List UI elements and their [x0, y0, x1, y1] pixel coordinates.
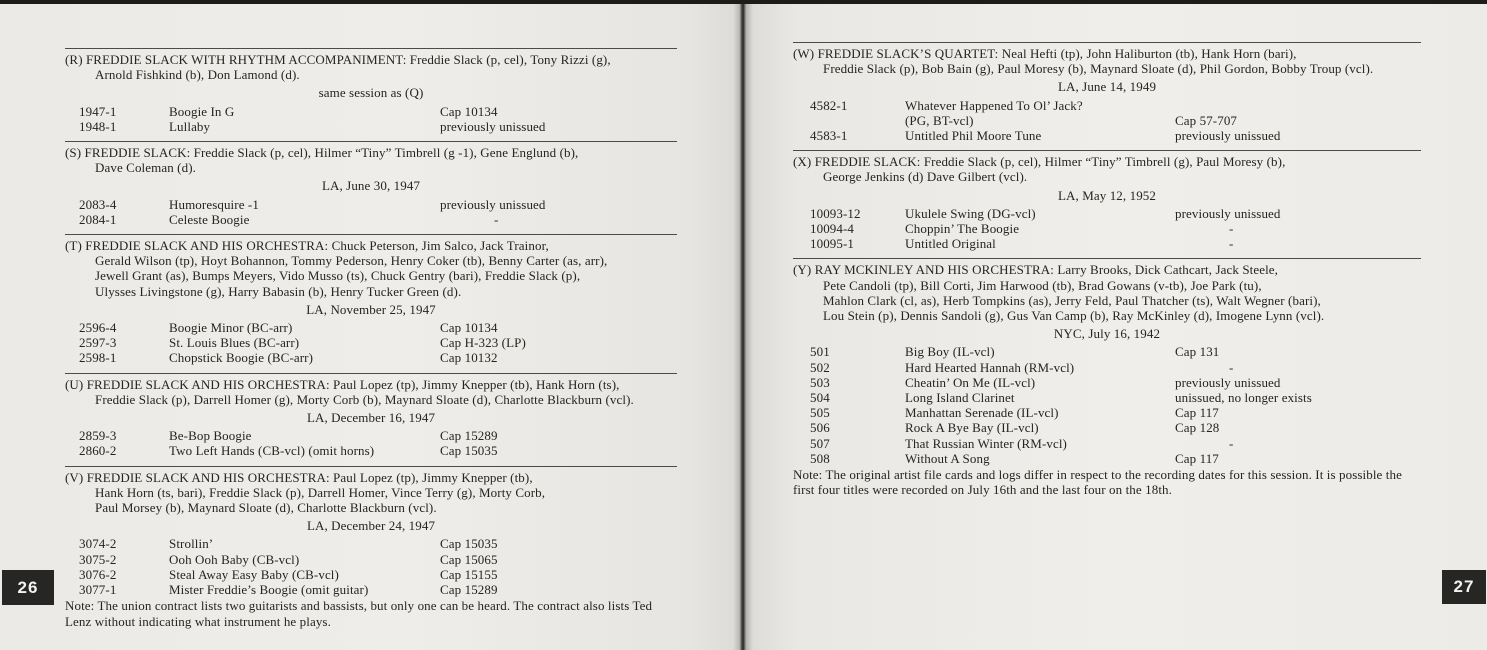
track-row: [793, 236, 1421, 251]
track-row: [65, 350, 677, 365]
track-title: [169, 552, 440, 567]
track-row: [65, 536, 677, 551]
issue-label: previously unissued: [1175, 205, 1281, 221]
track-title-line: Ooh Ooh Baby (CB-vcl): [169, 551, 300, 567]
session-section: [793, 42, 1421, 143]
track-title: [905, 236, 1175, 251]
session-heading: [793, 154, 1421, 184]
issue-label: previously unissued: [440, 118, 546, 134]
track-title-line: Celeste Boogie: [169, 211, 250, 227]
track-title-line: Untitled Phil Moore Tune: [905, 128, 1042, 144]
track-row: [65, 197, 677, 212]
track-title: [905, 360, 1175, 375]
heading-line: Freddie Slack (p), Bob Bain (g), Paul Moresy (b), Maynard Sloate (d), Phil Gordon, Bobby Troup (vcl).: [823, 61, 1374, 77]
matrix-number: 503: [810, 374, 830, 390]
issue-label: Cap 15289: [440, 582, 498, 598]
track-title-line: Two Left Hands (CB-vcl) (omit horns): [169, 443, 375, 459]
track-row: [65, 582, 677, 597]
issue-label: -: [1229, 236, 1234, 252]
session-section: [65, 234, 677, 366]
track-title: [169, 582, 440, 597]
track-title-line: Humoresquire -1: [169, 196, 259, 212]
track-title-line: Lullaby: [169, 118, 211, 134]
track-title: [905, 344, 1175, 359]
track-row: [793, 206, 1421, 221]
matrix-number: 3077-1: [79, 582, 117, 598]
matrix-number: 502: [810, 359, 830, 375]
matrix-number: 2598-1: [79, 350, 117, 366]
track-title-line: Manhattan Serenade (IL-vcl): [905, 405, 1059, 421]
track-title-line: St. Louis Blues (BC-arr): [169, 335, 300, 351]
issue-label: -: [1229, 435, 1234, 451]
track-title-line: Long Island Clarinet: [905, 390, 1015, 406]
track-row: [65, 443, 677, 458]
track-row: [65, 428, 677, 443]
session-heading: [793, 262, 1421, 323]
track-title-line: (PG, BT-vcl): [905, 112, 974, 128]
heading-line: (X) FREDDIE SLACK: Freddie Slack (p, cel), Hilmer “Tiny” Timbrell (g), Paul Moresy (b),: [793, 154, 1286, 170]
heading-line: Paul Morsey (b), Maynard Sloate (d), Charlotte Blackburn (vcl).: [95, 500, 437, 516]
session-note: Note: The original artist file cards and logs differ in respect to the recording dates for this session. It is possible the first four titles were recorded on July 16th and the last four on the 18th.: [793, 467, 1402, 498]
track-title-line: Boogie Minor (BC-arr): [169, 320, 293, 336]
session-section: [65, 141, 677, 227]
track-title-line: Steal Away Easy Baby (CB-vcl): [169, 566, 339, 582]
issue-label: unissued, no longer exists: [1175, 390, 1312, 406]
heading-line: Arnold Fishkind (b), Don Lamond (d).: [95, 67, 300, 83]
track-title-line: Untitled Original: [905, 236, 996, 252]
heading-line: (R) FREDDIE SLACK WITH RHYTHM ACCOMPANIMENT: Freddie Slack (p, cel), Tony Rizzi (g),: [65, 52, 611, 67]
matrix-number: 507: [810, 435, 830, 451]
track-title: [169, 197, 440, 212]
track-title: [905, 221, 1175, 236]
heading-line: Ulysses Livingstone (g), Harry Babasin (b), Henry Tucker Green (d).: [95, 283, 462, 299]
track-title-line: Boogie In G: [169, 103, 235, 119]
session-heading: [65, 52, 677, 82]
session-date: LA, May 12, 1952: [1057, 187, 1156, 203]
matrix-number: 10094-4: [810, 221, 855, 237]
track-row: [793, 360, 1421, 375]
matrix-number: 4583-1: [810, 128, 848, 144]
track-title-line: Without A Song: [905, 450, 990, 466]
track-title: [905, 420, 1175, 435]
page-26-content: [65, 48, 677, 629]
session-heading: [65, 238, 677, 299]
track-title-line: Rock A Bye Bay (IL-vcl): [905, 420, 1039, 436]
matrix-number: 2597-3: [79, 335, 117, 351]
track-row: [793, 221, 1421, 236]
issue-label: Cap 10134: [440, 103, 498, 119]
page-26: [0, 4, 742, 650]
track-row: [793, 420, 1421, 435]
track-row: [793, 98, 1421, 128]
session-date: LA, June 30, 1947: [321, 178, 421, 194]
heading-line: Dave Coleman (d).: [95, 160, 196, 176]
matrix-number: 508: [810, 450, 830, 466]
issue-label: Cap 128: [1175, 420, 1220, 436]
heading-line: Hank Horn (ts, bari), Freddie Slack (p), Darrell Homer, Vince Terry (g), Morty Corb,: [95, 484, 546, 500]
heading-line: Pete Candoli (tp), Bill Corti, Jim Harwood (tb), Brad Gowans (v-tb), Joe Park (tu),: [823, 277, 1262, 293]
track-title: [169, 104, 440, 119]
matrix-number: 505: [810, 405, 830, 421]
page-27-content: [793, 42, 1421, 497]
track-title: [169, 335, 440, 350]
issue-label: Cap 10134: [440, 320, 498, 336]
matrix-number: 10093-12: [810, 205, 861, 221]
session-section: [65, 373, 677, 459]
issue-label: -: [1229, 359, 1234, 375]
session-section: [793, 150, 1421, 251]
issue-label: Cap 15035: [440, 443, 498, 459]
issue-label: Cap 117: [1175, 405, 1219, 421]
issue-label: Cap 57-707: [1175, 112, 1238, 128]
track-row: [793, 451, 1421, 466]
issue-label: previously unissued: [1175, 128, 1281, 144]
matrix-number: 2596-4: [79, 320, 117, 336]
issue-label: Cap H-323 (LP): [440, 335, 526, 351]
track-title: [169, 536, 440, 551]
matrix-number: 3074-2: [79, 536, 117, 552]
track-title-line: Ukulele Swing (DG-vcl): [905, 205, 1036, 221]
track-title: [169, 428, 440, 443]
heading-line: Gerald Wilson (tp), Hoyt Bohannon, Tommy Pederson, Henry Coker (tb), Benny Carter (as, arr),: [95, 253, 608, 269]
page-27: [745, 4, 1487, 650]
track-row: [65, 335, 677, 350]
track-row: [65, 552, 677, 567]
issue-label: Cap 15289: [440, 428, 498, 444]
session-date: LA, June 14, 1949: [1057, 79, 1157, 95]
track-row: [65, 212, 677, 227]
session-note: Note: The union contract lists two guitarists and bassists, but only one can be heard. The contract also lists Ted Lenz without indicating what instrument he plays.: [65, 598, 653, 629]
heading-line: Freddie Slack (p), Darrell Homer (g), Morty Corb (b), Maynard Sloate (d), Charlotte Blackburn (vcl).: [95, 391, 634, 407]
session-date: LA, December 16, 1947: [306, 410, 436, 426]
track-title: [169, 443, 440, 458]
track-title: [905, 436, 1175, 451]
track-title-line: Cheatin’ On Me (IL-vcl): [905, 374, 1036, 390]
issue-label: Cap 15065: [440, 551, 498, 567]
track-title: [169, 567, 440, 582]
track-title-line: Big Boy (IL-vcl): [905, 344, 995, 360]
track-title: [905, 405, 1175, 420]
track-row: [793, 390, 1421, 405]
heading-line: (V) FREDDIE SLACK AND HIS ORCHESTRA: Paul Lopez (tp), Jimmy Knepper (tb),: [65, 469, 533, 485]
track-title-line: Choppin’ The Boogie: [905, 221, 1020, 237]
session-section: [793, 258, 1421, 497]
session-heading: [65, 377, 677, 407]
session-heading: [65, 470, 677, 516]
heading-line: (T) FREDDIE SLACK AND HIS ORCHESTRA: Chuck Peterson, Jim Salco, Jack Trainor,: [65, 238, 549, 254]
track-row: [793, 375, 1421, 390]
matrix-number: 10095-1: [810, 236, 855, 252]
track-title: [169, 119, 440, 134]
track-title-line: Mister Freddie’s Boogie (omit guitar): [169, 582, 369, 598]
track-title-line: Chopstick Boogie (BC-arr): [169, 350, 314, 366]
session-heading: [793, 46, 1421, 76]
issue-label: previously unissued: [440, 196, 546, 212]
matrix-number: 4582-1: [810, 97, 848, 113]
issue-label: Cap 10132: [440, 350, 498, 366]
track-title-line: Hard Hearted Hannah (RM-vcl): [905, 359, 1075, 375]
track-title: [905, 390, 1175, 405]
heading-line: (U) FREDDIE SLACK AND HIS ORCHESTRA: Paul Lopez (tp), Jimmy Knepper (tb), Hank Horn (ts),: [65, 376, 620, 392]
issue-label: -: [1229, 221, 1234, 237]
track-title: [905, 375, 1175, 390]
session-date: LA, November 25, 1947: [306, 301, 436, 317]
session-heading: [65, 145, 677, 175]
track-title: [169, 320, 440, 335]
track-title: [169, 350, 440, 365]
issue-label: -: [494, 211, 499, 227]
issue-label: Cap 131: [1175, 344, 1220, 360]
booklet-top-edge: [0, 0, 1487, 4]
gutter-shadow: [733, 0, 753, 650]
session-date: NYC, July 16, 1942: [1053, 326, 1161, 342]
matrix-number: 506: [810, 420, 830, 436]
matrix-number: 2084-1: [79, 211, 117, 227]
track-row: [793, 436, 1421, 451]
page-number-27: 27: [1442, 570, 1486, 604]
matrix-number: 3076-2: [79, 566, 117, 582]
track-row: [793, 128, 1421, 143]
matrix-number: 1948-1: [79, 118, 117, 134]
track-title: [905, 98, 1175, 128]
session-date: LA, December 24, 1947: [306, 518, 436, 534]
matrix-number: 2083-4: [79, 196, 117, 212]
track-row: [793, 344, 1421, 359]
heading-line: (Y) RAY MCKINLEY AND HIS ORCHESTRA: Larry Brooks, Dick Cathcart, Jack Steele,: [793, 262, 1279, 278]
issue-label: previously unissued: [1175, 374, 1281, 390]
track-title-line: Whatever Happened To Ol’ Jack?: [905, 97, 1083, 113]
heading-line: Mahlon Clark (cl, as), Herb Tompkins (as), Jerry Feld, Paul Thatcher (ts), Walt Wegner (bari),: [823, 292, 1321, 308]
track-title-line: Be-Bop Boogie: [169, 428, 252, 444]
matrix-number: 1947-1: [79, 103, 117, 119]
track-title: [905, 451, 1175, 466]
session-section: [65, 48, 677, 134]
track-title: [169, 212, 440, 227]
issue-label: Cap 117: [1175, 450, 1219, 466]
track-row: [793, 405, 1421, 420]
matrix-number: 504: [810, 390, 830, 406]
heading-line: (S) FREDDIE SLACK: Freddie Slack (p, cel), Hilmer “Tiny” Timbrell (g -1), Gene Englund (b),: [65, 145, 579, 161]
matrix-number: 2859-3: [79, 428, 117, 444]
track-title-line: That Russian Winter (RM-vcl): [905, 435, 1067, 451]
track-row: [65, 119, 677, 134]
heading-line: Jewell Grant (as), Bumps Meyers, Vido Musso (ts), Chuck Gentry (bari), Freddie Slack (p),: [95, 268, 581, 284]
matrix-number: 2860-2: [79, 443, 117, 459]
track-title: [905, 206, 1175, 221]
matrix-number: 3075-2: [79, 551, 117, 567]
heading-line: (W) FREDDIE SLACK’S QUARTET: Neal Hefti (tp), John Haliburton (tb), Hank Horn (bari),: [793, 46, 1297, 61]
track-title: [905, 128, 1175, 143]
track-row: [65, 320, 677, 335]
heading-line: George Jenkins (d) Dave Gilbert (vcl).: [823, 169, 1028, 185]
session-date: same session as (Q): [318, 85, 424, 101]
session-section: [65, 466, 677, 629]
track-title-line: Strollin’: [169, 536, 214, 552]
issue-label: Cap 15155: [440, 566, 498, 582]
track-row: [65, 567, 677, 582]
track-row: [65, 104, 677, 119]
heading-line: Lou Stein (p), Dennis Sandoli (g), Gus Van Camp (b), Ray McKinley (d), Imogene Lynn (vcl).: [823, 308, 1325, 324]
matrix-number: 501: [810, 344, 830, 360]
page-number-26: 26: [2, 570, 54, 605]
issue-label: Cap 15035: [440, 536, 498, 552]
